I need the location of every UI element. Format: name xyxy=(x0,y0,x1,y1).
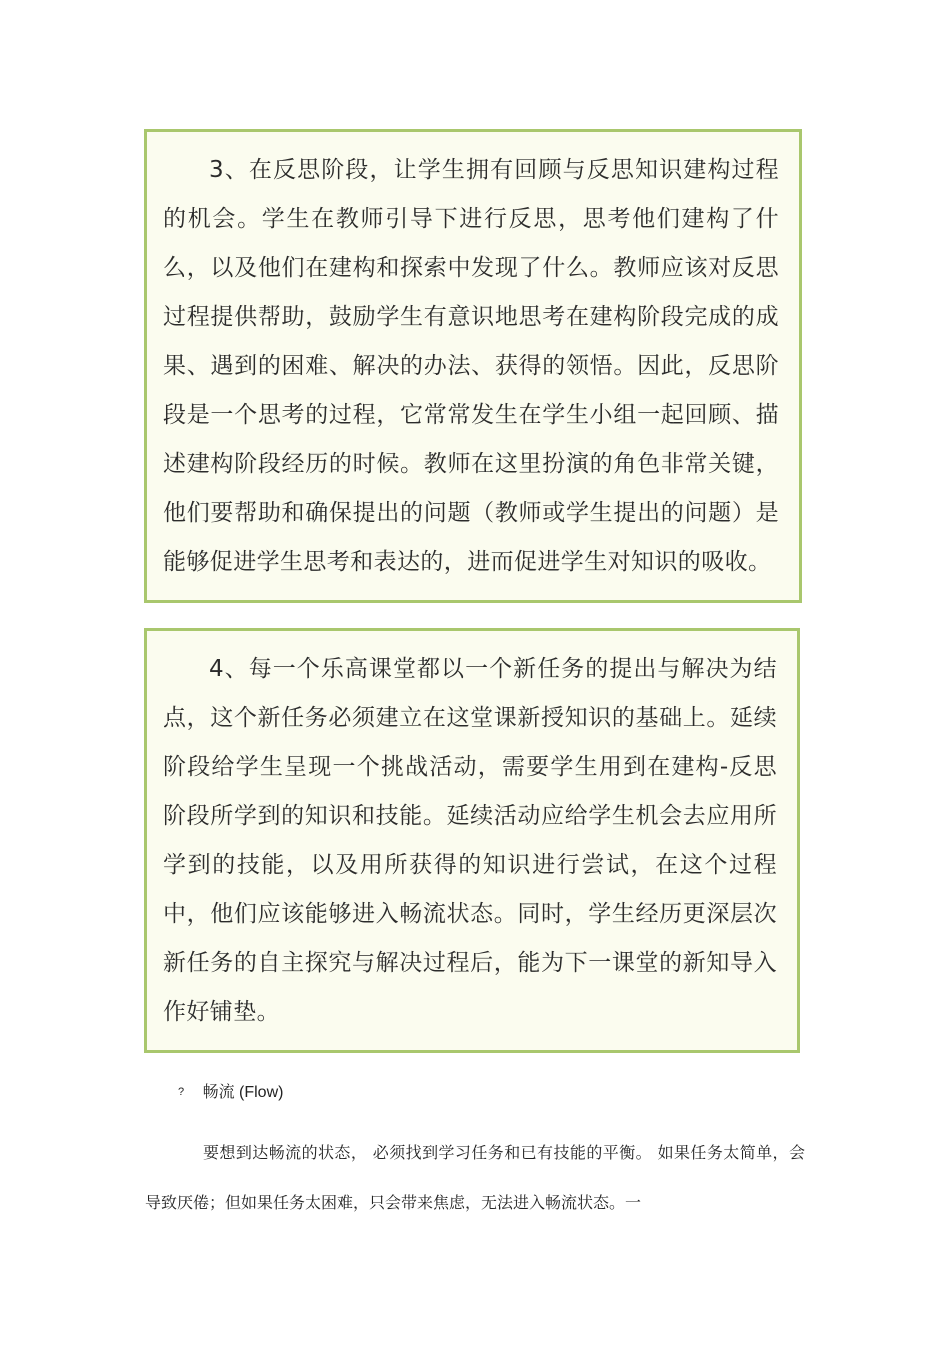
continuation-paragraph: 4、每一个乐高课堂都以一个新任务的提出与解决为结点，这个新任务必须建立在这堂课新授知识的基础上。延续阶段给学生呈现一个挑战活动，需要学生用到在建构-反思阶段所学到的知识和技能。延续活动应给学生机会去应用所学到的技能，以及用所获得的知识进行尝试，在这个过程中，他们应该能够进入畅流状态。同时，学生经历更深层次新任务的自主探究与解决过程后，能为下一课堂的新知导入作好铺垫。 xyxy=(163,656,777,1025)
text-box-reflection xyxy=(144,129,802,603)
text-box-continuation xyxy=(144,628,800,1053)
section-heading-text: 畅流 (Flow) xyxy=(202,1084,284,1101)
bullet-icon: ? xyxy=(178,1086,185,1098)
body-paragraph-container xyxy=(145,1128,805,1228)
reflection-paragraph: 3、在反思阶段，让学生拥有回顾与反思知识建构过程的机会。学生在教师引导下进行反思，思考他们建构了什么，以及他们在建构和探索中发现了什么。教师应该对反思过程提供帮助，鼓励学生有意识地思考在建构阶段完成的成果、遇到的困难、解决的办法、获得的领悟。因此，反思阶段是一个思考的过程，它常常发生在学生小组一起回顾、描述建构阶段经历的时候。教师在这里扮演的角色非常关键，他们要帮助和确保提出的问题（教师或学生提出的问题）是能够促进学生思考和表达的，进而促进学生对知识的吸收。 xyxy=(163,157,779,575)
section-heading xyxy=(178,1080,283,1105)
body-paragraph: 要想到达畅流的状态， 必须找到学习任务和已有技能的平衡。 如果任务太简单，会导致厌倦；但如果任务太困难，只会带来焦虑，无法进入畅流状态。一 xyxy=(145,1143,805,1212)
